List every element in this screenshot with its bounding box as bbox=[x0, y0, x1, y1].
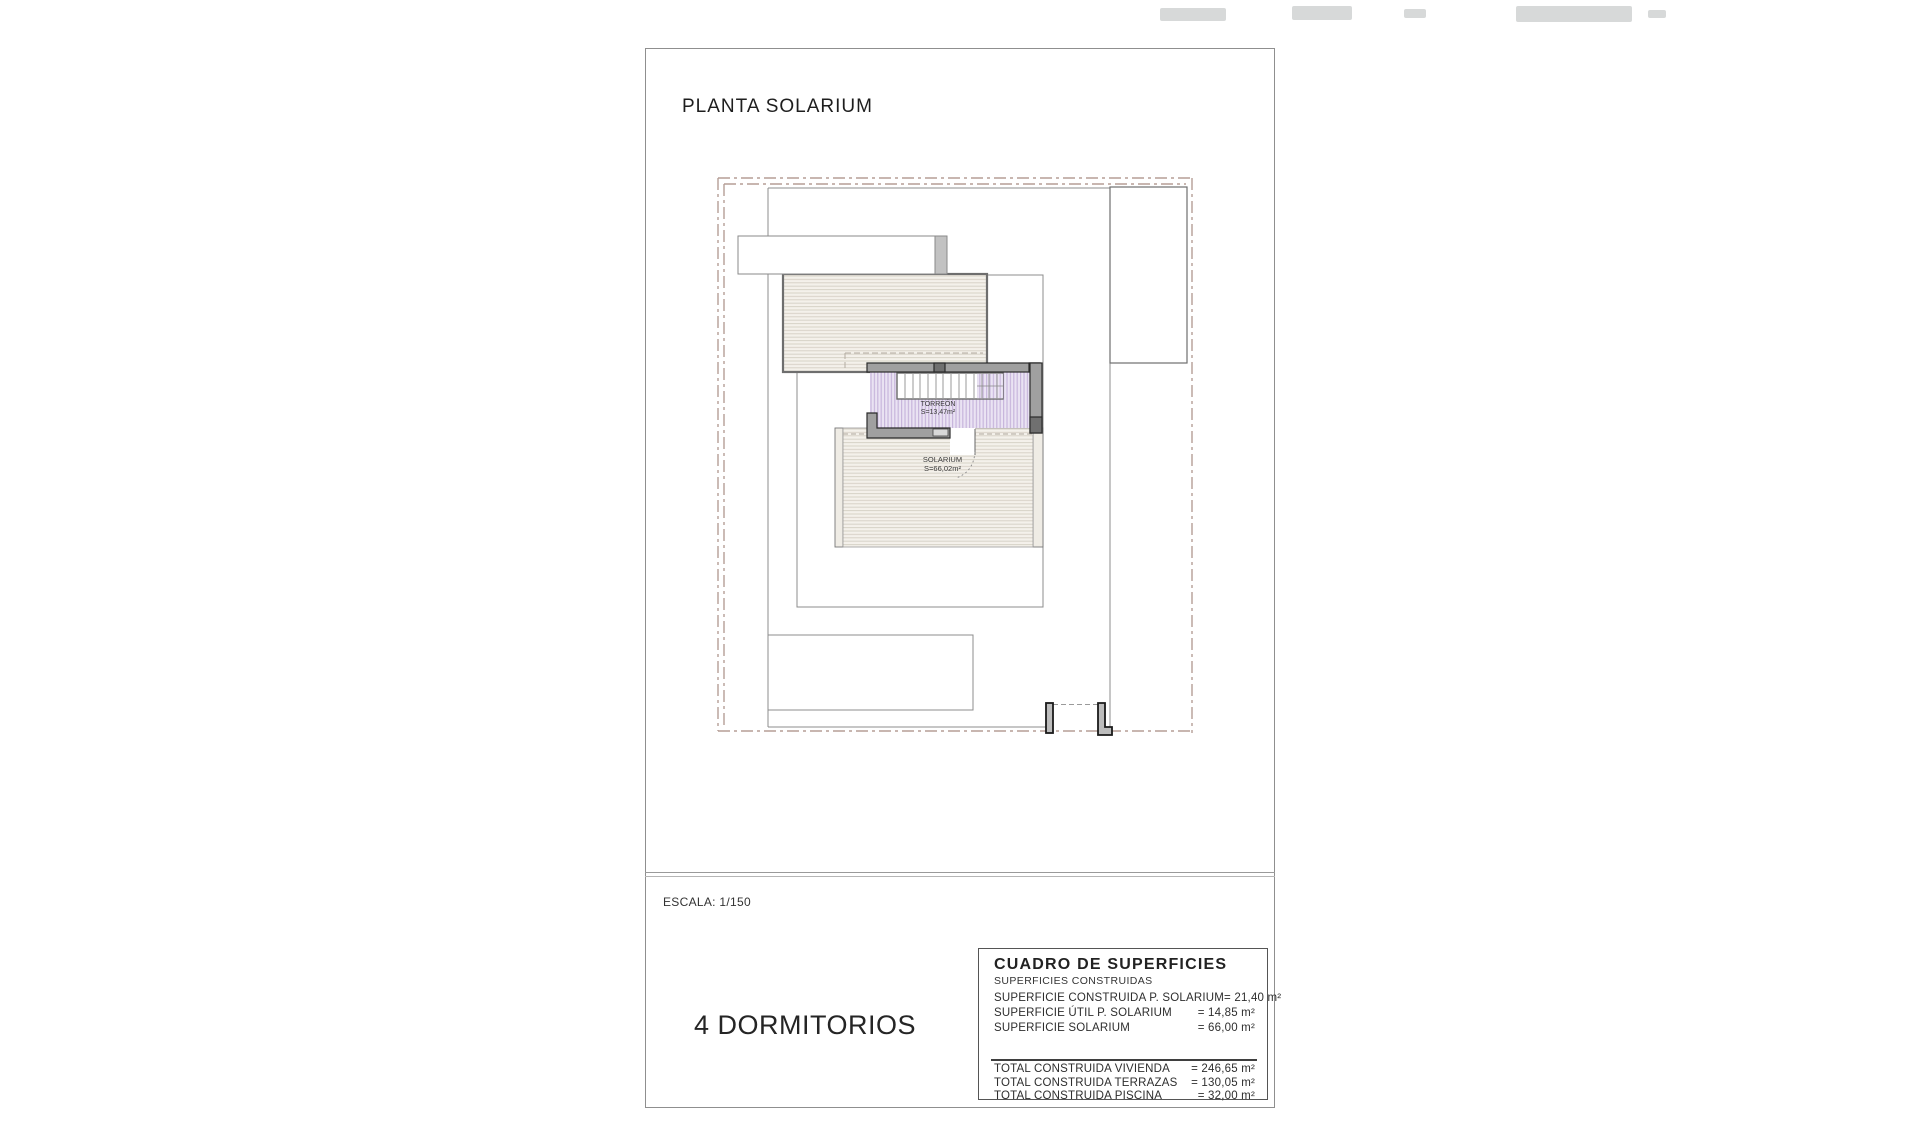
row-value: = 21,40 m² bbox=[1224, 992, 1282, 1004]
surface-table-subtitle: SUPERFICIES CONSTRUIDAS bbox=[994, 975, 1153, 987]
door-leaf bbox=[933, 429, 948, 436]
table-row bbox=[994, 1078, 1255, 1089]
row-label: TOTAL CONSTRUIDA PISCINA bbox=[994, 1090, 1163, 1102]
gate-pillar bbox=[1046, 703, 1053, 733]
scale-label: ESCALA: 1/150 bbox=[663, 895, 751, 909]
deck-surface bbox=[843, 428, 1033, 547]
row-label: SUPERFICIE SOLARIUM bbox=[994, 1022, 1131, 1034]
solarium-label bbox=[895, 456, 990, 473]
page-title: PLANTA SOLARIUM bbox=[682, 96, 873, 117]
torreon-wall-top bbox=[867, 363, 1040, 372]
table-row bbox=[994, 1008, 1255, 1020]
torreon-area: S=13,47m² bbox=[920, 409, 956, 416]
table-rule bbox=[991, 1059, 1257, 1061]
row-value: = 32,00 m² bbox=[1197, 1090, 1255, 1102]
row-value: = 66,00 m² bbox=[1197, 1022, 1255, 1034]
solarium-deck bbox=[835, 428, 1043, 547]
surface-table bbox=[978, 948, 1282, 1102]
wall-pier bbox=[1030, 417, 1042, 433]
row-label: SUPERFICIE ÚTIL P. SOLARIUM bbox=[994, 1007, 1172, 1019]
deck-rail-left bbox=[835, 428, 843, 547]
table-row bbox=[994, 1064, 1255, 1075]
table-row bbox=[994, 1091, 1255, 1102]
row-label: SUPERFICIE CONSTRUIDA P. SOLARIUM bbox=[994, 992, 1225, 1004]
row-value: = 130,05 m² bbox=[1191, 1076, 1255, 1089]
table-row bbox=[994, 1023, 1255, 1035]
deck-rail-right bbox=[1033, 428, 1043, 547]
canopy-pillar bbox=[935, 236, 947, 274]
solarium-name: SOLARIUM bbox=[922, 455, 963, 464]
surface-table-title: CUADRO DE SUPERFICIES bbox=[994, 956, 1228, 973]
stair-landing bbox=[950, 428, 975, 455]
row-value: = 246,65 m² bbox=[1191, 1063, 1255, 1075]
wall-pier bbox=[934, 363, 945, 372]
row-label: TOTAL CONSTRUIDA VIVIENDA bbox=[994, 1063, 1171, 1075]
roof-hatched bbox=[783, 274, 987, 372]
adjacent-building bbox=[1110, 187, 1187, 363]
torreon-name: TORREÓN bbox=[920, 401, 956, 408]
row-value: = 14,85 m² bbox=[1197, 1007, 1255, 1019]
pool-outline bbox=[768, 635, 973, 710]
entrance-gate bbox=[1046, 703, 1112, 735]
canopy-bar bbox=[738, 236, 947, 274]
row-label: TOTAL CONSTRUIDA TERRAZAS bbox=[994, 1076, 1178, 1089]
bedrooms-label: 4 DORMITORIOS bbox=[694, 1010, 917, 1040]
table-row bbox=[994, 992, 1282, 1005]
solarium-area: S=66,02m² bbox=[924, 463, 961, 473]
torreon-label bbox=[893, 401, 983, 417]
